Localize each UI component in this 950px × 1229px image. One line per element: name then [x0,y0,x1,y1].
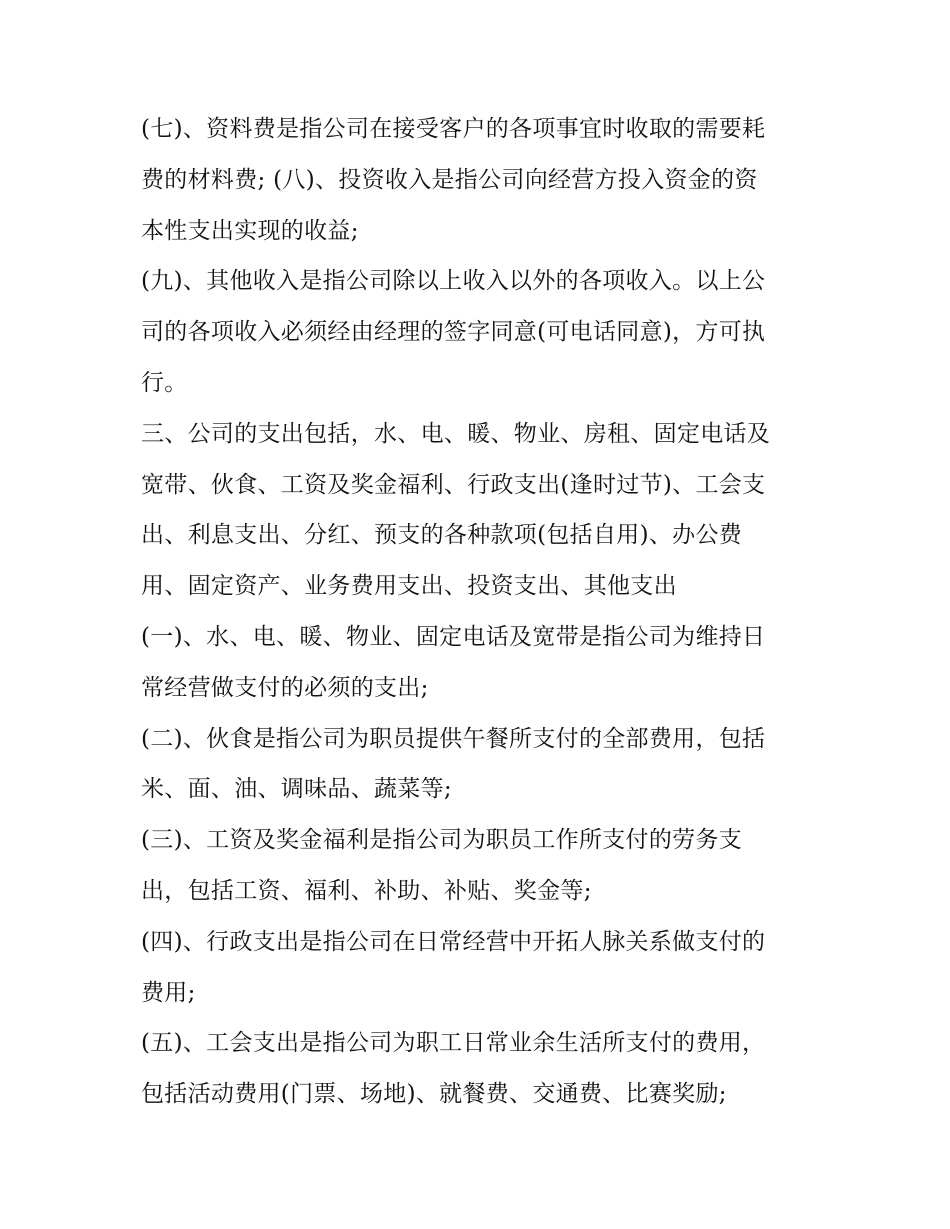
text-line: 包括活动费用(门票、场地)、就餐费、交通费、比赛奖励; [141,1081,727,1108]
text-line: (一)、水、电、暖、物业、固定电话及宽带是指公司为维持日 [141,623,766,650]
text-line: (七)、资料费是指公司在接受客户的各项事宜时收取的需要耗 [141,116,766,142]
text-line: 米、面、油、调味品、蔬菜等; [141,776,452,803]
text-line: 本性支出实现的收益; [141,217,359,244]
text-line: 司的各项收入必须经由经理的签字同意(可电话同意)，方可执 [141,319,766,346]
text-line: 三、公司的支出包括，水、电、暖、物业、房租、固定电话及 [141,420,771,447]
text-line: 费用; [141,979,196,1006]
text-line: 常经营做支付的必须的支出; [141,674,429,701]
text-line: (三)、工资及奖金福利是指公司为职员工作所支付的劳务支 [141,827,743,854]
text-line: (二)、伙食是指公司为职员提供午餐所支付的全部费用，包括 [141,725,766,752]
text-line: (九)、其他收入是指公司除以上收入以外的各项收入。以上公 [141,268,766,295]
text-line: 费的材料费; (八)、投资收入是指公司向经营方投入资金的资 [141,166,758,193]
text-line: 行。 [141,369,188,396]
text-line: 出、利息支出、分红、预支的各种款项(包括自用)、办公费 [141,522,743,549]
text-line: 出，包括工资、福利、补助、补贴、奖金等; [141,877,592,904]
text-line: (四)、行政支出是指公司在日常经营中开拓人脉关系做支付的 [141,928,766,955]
text-line: (五)、工会支出是指公司为职工日常业余生活所支付的费用， [141,1030,766,1057]
document-body [141,104,831,1120]
text-line: 宽带、伙食、工资及奖金福利、行政支出(逢时过节)、工会支 [141,471,766,498]
text-line: 用、固定资产、业务费用支出、投资支出、其他支出 [141,573,677,600]
